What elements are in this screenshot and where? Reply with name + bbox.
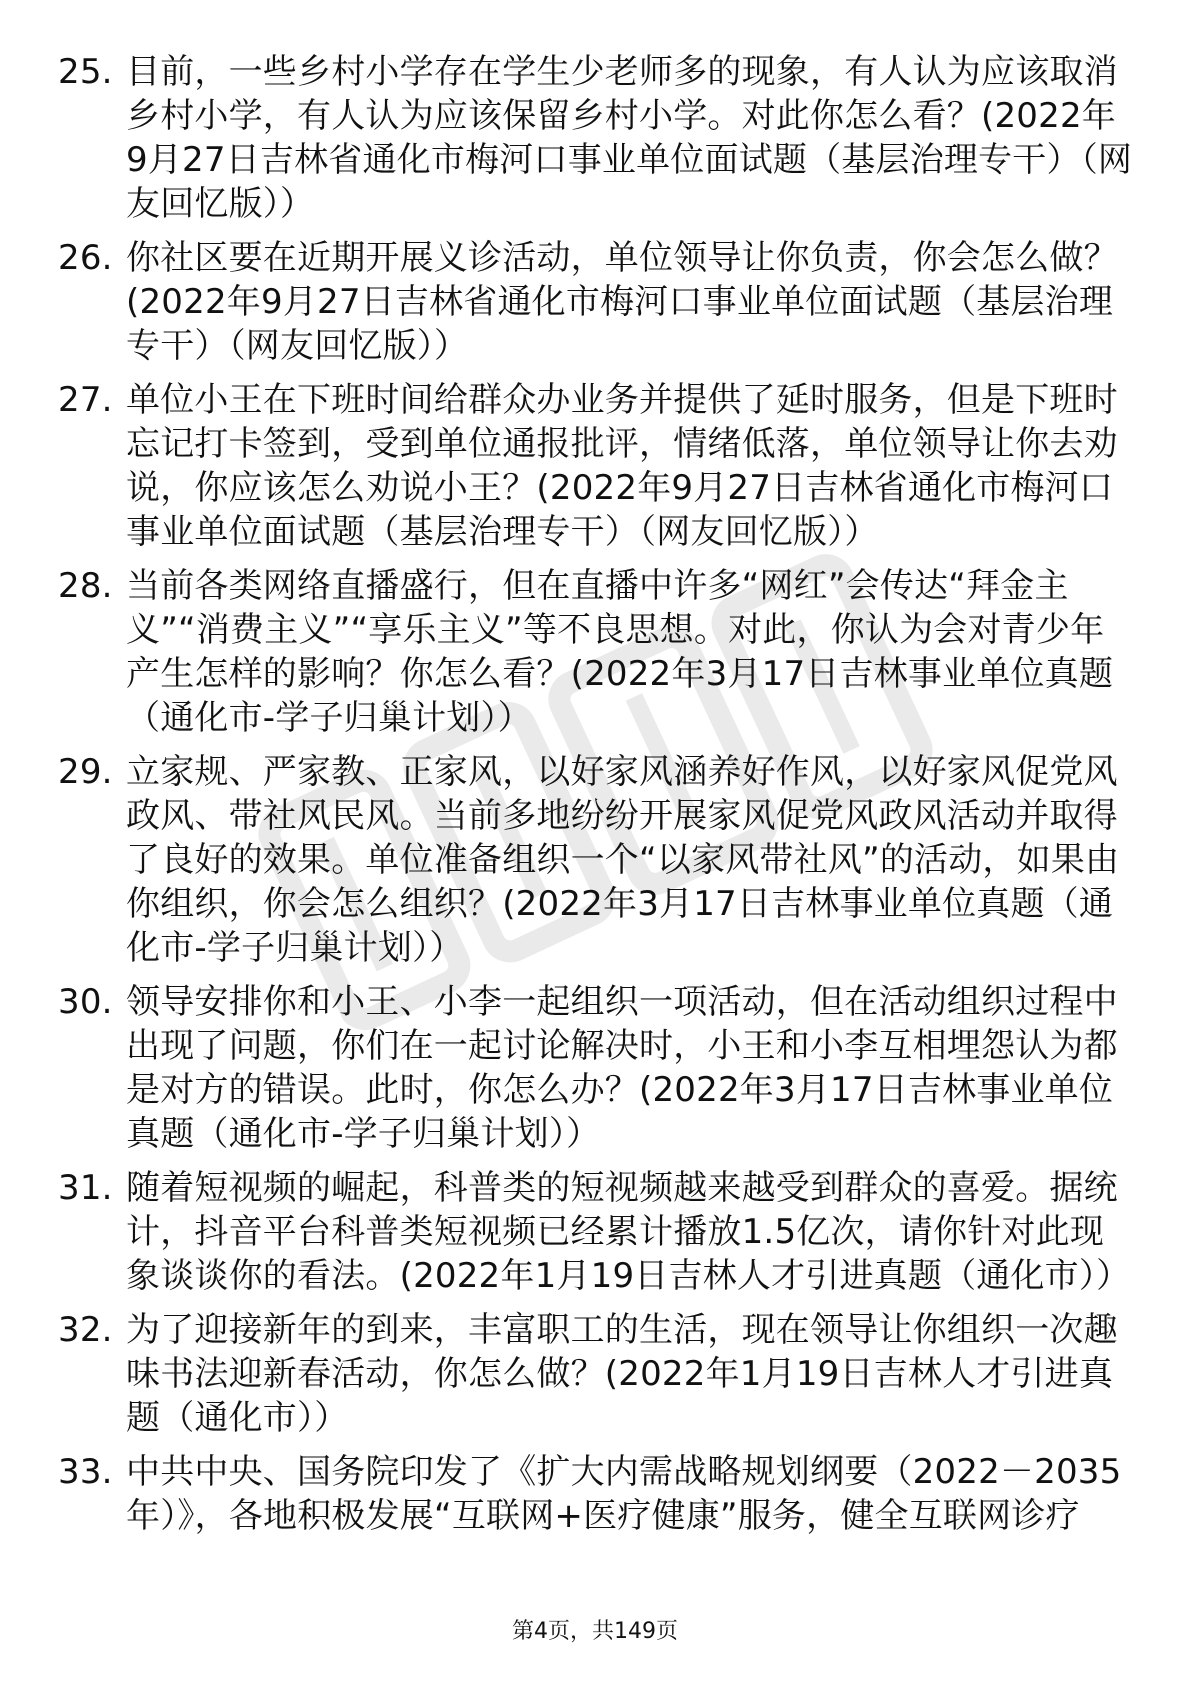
question-item bbox=[58, 750, 1133, 970]
question-number: 26. bbox=[58, 238, 113, 278]
question-text: 目前，一些乡村小学存在学生少老师多的现象，有人认为应该取消乡村小学，有人认为应该保留乡村小学。对此你怎么看？(2022年9月27日吉林省通化市梅河口事业单位面试题（基层治理专干）（网友回忆版）） bbox=[126, 52, 1133, 224]
question-item bbox=[58, 1166, 1133, 1298]
question-number: 30. bbox=[58, 982, 113, 1022]
question-text: 随着短视频的崛起，科普类的短视频越来越受到群众的喜爱。据统计，抖音平台科普类短视频已经累计播放1.5亿次，请你针对此现象谈谈你的看法。(2022年1月19日吉林人才引进真题（通化市）） bbox=[126, 1168, 1131, 1296]
question-number: 25. bbox=[58, 52, 113, 92]
question-number: 32. bbox=[58, 1310, 113, 1350]
question-number: 29. bbox=[58, 752, 113, 792]
question-item bbox=[58, 378, 1133, 554]
question-number: 31. bbox=[58, 1168, 113, 1208]
question-list bbox=[58, 50, 1133, 1548]
page-footer: 第4页，共149页 bbox=[512, 1619, 678, 1644]
question-text: 当前各类网络直播盛行，但在直播中许多“网红”会传达“拜金主义”“消费主义”“享乐主义”等不良思想。对此，你认为会对青少年产生怎样的影响？你怎么看？(2022年3月17日吉林事业单位真题（通化市-学子归巢计划）） bbox=[126, 566, 1114, 738]
question-text: 你社区要在近期开展义诊活动，单位领导让你负责，你会怎么做？(2022年9月27日吉林省通化市梅河口事业单位面试题（基层治理专干）（网友回忆版）） bbox=[126, 238, 1118, 366]
question-number: 28. bbox=[58, 566, 113, 606]
question-item bbox=[58, 1308, 1133, 1440]
question-number: 27. bbox=[58, 380, 113, 420]
question-number: 33. bbox=[58, 1452, 113, 1492]
question-text: 单位小王在下班时间给群众办业务并提供了延时服务，但是下班时忘记打卡签到，受到单位通报批评，情绪低落，单位领导让你去劝说，你应该怎么劝说小王？(2022年9月27日吉林省通化市梅河口事业单位面试题（基层治理专干）（网友回忆版）） bbox=[126, 380, 1118, 552]
question-item bbox=[58, 1450, 1133, 1538]
question-text: 领导安排你和小王、小李一起组织一项活动，但在活动组织过程中出现了问题，你们在一起讨论解决时，小王和小李互相埋怨认为都是对方的错误。此时，你怎么办？(2022年3月17日吉林事业单位真题（通化市-学子归巢计划）） bbox=[126, 982, 1118, 1154]
question-item bbox=[58, 564, 1133, 740]
question-item bbox=[58, 50, 1133, 226]
question-text: 立家规、严家教、正家风，以好家风涵养好作风，以好家风促党风政风、带社风民风。当前多地纷纷开展家风促党风政风活动并取得了良好的效果。单位准备组织一个“以家风带社风”的活动，如果由你组织，你会怎么组织？(2022年3月17日吉林事业单位真题（通化市-学子归巢计划）） bbox=[126, 752, 1120, 968]
question-item bbox=[58, 980, 1133, 1156]
question-item bbox=[58, 236, 1133, 368]
question-text: 为了迎接新年的到来，丰富职工的生活，现在领导让你组织一次趣味书法迎新春活动，你怎么做？(2022年1月19日吉林人才引进真题（通化市）） bbox=[126, 1310, 1118, 1438]
question-text: 中共中央、国务院印发了《扩大内需战略规划纲要（2022－2035年）》，各地积极发展“互联网+医疗健康”服务，健全互联网诊疗 bbox=[126, 1452, 1122, 1536]
